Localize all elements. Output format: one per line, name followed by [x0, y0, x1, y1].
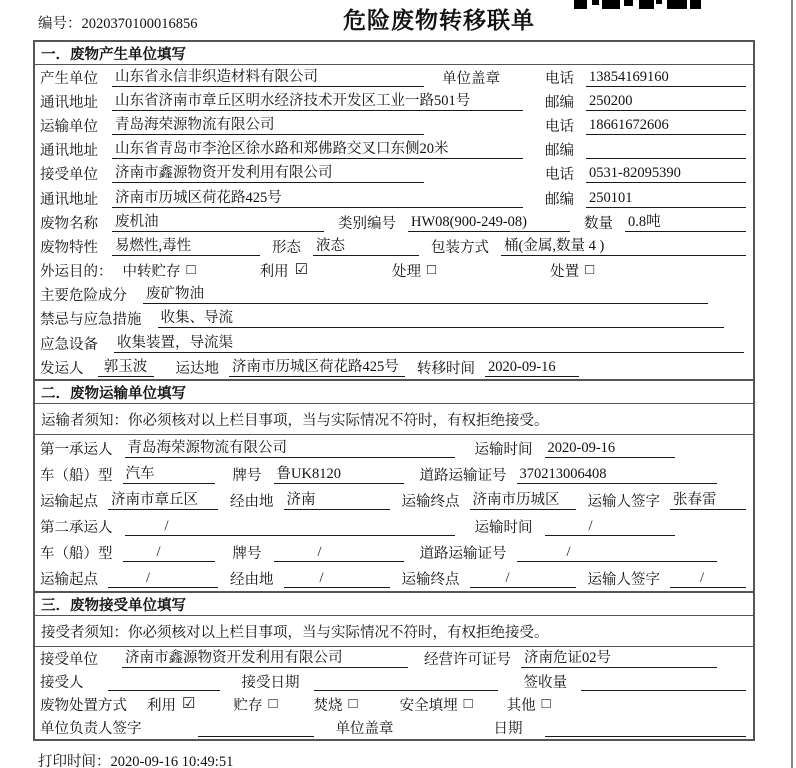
vehicle-type-value: / — [123, 543, 215, 562]
waste-character-label: 废物特性 — [40, 239, 98, 256]
first-carrier-label: 第一承运人 — [40, 441, 113, 458]
row-emergency-equipment — [35, 331, 753, 355]
checkbox-incinerate — [314, 694, 358, 715]
checkbox-label: 利用 — [147, 697, 176, 714]
zip-label: 邮编 — [545, 143, 574, 160]
destination-value: 济南市历城区荷花路425号 — [229, 358, 405, 377]
quantity-value: 0.8吨 — [625, 213, 746, 232]
vehicle-type-label: 车（船）型 — [40, 467, 113, 484]
seal-date-label: 日期 — [493, 720, 523, 737]
carrier-sign-value: 张春雷 — [670, 491, 746, 510]
checkbox-utilize — [260, 260, 308, 281]
origin-label: 运输起点 — [40, 571, 98, 588]
category-code-label: 类别编号 — [338, 215, 396, 232]
endpoint-value: 济南市历城区 — [470, 491, 576, 510]
second-carrier-value: / — [125, 517, 455, 536]
transport-time-value: / — [545, 517, 675, 536]
transport-time-value: 2020-09-16 — [545, 439, 675, 458]
transport-time-label: 运输时间 — [474, 441, 533, 458]
receiving-date-value — [314, 672, 498, 691]
receiver-zip-value: 250101 — [586, 189, 746, 208]
transfer-time-value: 2020-09-16 — [485, 358, 579, 377]
checkbox-icon: □ — [463, 695, 473, 712]
checkbox-label: 中转贮存 — [122, 264, 181, 281]
row-producer-address — [35, 89, 753, 113]
carrier-sign-label: 运输人签字 — [587, 493, 660, 510]
address-label: 通讯地址 — [40, 191, 98, 208]
transport-zip-value — [586, 140, 746, 159]
section3-header: 三．废物接受单位填写 — [35, 593, 753, 616]
transport-phone-value: 18661672606 — [586, 116, 746, 135]
seal-date-value — [545, 718, 747, 737]
vehicle-type-label: 车（船）型 — [40, 545, 113, 562]
shipper-value: 郭玉波 — [98, 358, 154, 377]
quantity-label: 数量 — [584, 215, 613, 232]
road-permit-value: 370213006408 — [517, 465, 717, 484]
transfer-purpose-label: 外运目的： — [40, 264, 113, 281]
via-label: 经由地 — [230, 571, 274, 588]
via-value: / — [284, 569, 390, 588]
receiving-person-value — [108, 672, 220, 691]
notice-label: 运输者须知： — [41, 412, 128, 429]
row-second-carrier — [35, 513, 753, 539]
producer-unit-label: 产生单位 — [40, 70, 98, 87]
receiver-address-value: 济南市历城区荷花路425号 — [112, 189, 523, 208]
plate-number-label: 牌号 — [232, 545, 262, 562]
signed-amount-label: 签收量 — [523, 675, 567, 692]
section-receiver — [35, 591, 753, 738]
form-value: 液态 — [313, 237, 419, 256]
checkbox-icon: □ — [541, 695, 551, 712]
receiver-unit-value: 济南市鑫源物资开发利用有限公司 — [112, 164, 424, 183]
road-permit-value: / — [517, 543, 717, 562]
checkbox-icon: □ — [348, 695, 358, 712]
checkbox-utilize — [147, 694, 195, 715]
shipper-label: 发运人 — [40, 360, 84, 377]
producer-phone-value: 13854169160 — [586, 68, 746, 87]
zip-label: 邮编 — [545, 94, 574, 111]
form-label: 形态 — [272, 239, 301, 256]
unit-seal-label: 单位盖章 — [335, 720, 394, 737]
row-transfer-purpose — [35, 259, 753, 283]
carrier-sign-value: / — [670, 569, 746, 588]
checkbox-landfill — [400, 694, 473, 715]
row-hazard-component — [35, 283, 753, 307]
section2-header: 二．废物运输单位填写 — [35, 381, 753, 404]
checkbox-treat — [392, 260, 436, 281]
receiver-notice — [35, 616, 753, 647]
document-title: 危险废物转移联单 — [343, 7, 535, 33]
zip-label: 邮编 — [545, 191, 574, 208]
manifest-table — [33, 40, 755, 741]
checkbox-other — [507, 694, 551, 715]
checkbox-icon: □ — [186, 262, 196, 279]
transport-unit-value: 青岛海荣源物流有限公司 — [112, 116, 424, 135]
phone-label: 电话 — [545, 167, 574, 184]
road-permit-label: 道路运输证号 — [419, 545, 507, 562]
producer-unit-value: 山东省永信非织造材料有限公司 — [112, 68, 424, 87]
origin-value: 济南市章丘区 — [108, 491, 218, 510]
waste-character-value: 易燃性,毒性 — [112, 237, 260, 256]
receiving-person-label: 接受人 — [40, 675, 84, 692]
phone-label: 电话 — [545, 118, 574, 135]
second-carrier-label: 第二承运人 — [40, 519, 113, 536]
receiver-unit-label: 接受单位 — [40, 167, 98, 184]
phone-label: 电话 — [545, 70, 574, 87]
transporter-notice — [35, 404, 753, 435]
checkbox-label: 处置 — [550, 264, 580, 281]
row-receiver-address — [35, 186, 753, 210]
responsible-sign-label: 单位负责人签字 — [40, 720, 142, 737]
checkbox-label: 处理 — [392, 264, 422, 281]
transport-time-label: 运输时间 — [474, 519, 533, 536]
notice-label: 接受者须知： — [41, 624, 128, 641]
checkbox-transit-storage — [123, 260, 196, 281]
waste-name-label: 废物名称 — [40, 215, 98, 232]
print-time-label: 打印时间： — [38, 754, 111, 768]
checkbox-label: 安全填埋 — [399, 697, 458, 714]
origin-label: 运输起点 — [40, 493, 98, 510]
license-number-value: 济南危证02号 — [521, 649, 717, 668]
license-number-label: 经营许可证号 — [424, 652, 511, 669]
print-time-value: 2020-09-16 10:49:51 — [110, 754, 234, 768]
packing-label: 包装方式 — [431, 239, 489, 256]
section1-header: 一．废物产生单位填写 — [35, 42, 753, 65]
receiving-date-label: 接受日期 — [241, 675, 300, 692]
checkbox-checked-icon: ☑ — [294, 262, 309, 279]
checkbox-icon: □ — [585, 262, 595, 279]
vehicle-type-value: 汽车 — [123, 465, 215, 484]
checkbox-label: 焚烧 — [313, 697, 343, 714]
row-route-2 — [35, 565, 753, 591]
section-transporter — [35, 379, 753, 591]
address-label: 通讯地址 — [40, 143, 98, 160]
signed-amount-value — [581, 672, 746, 691]
receiving-unit-value: 济南市鑫源物资开发利用有限公司 — [122, 649, 408, 668]
row-transport-address — [35, 138, 753, 162]
row-transport-unit — [35, 113, 753, 137]
transport-unit-label: 运输单位 — [40, 118, 98, 135]
checkbox-store — [233, 694, 277, 715]
endpoint-label: 运输终点 — [401, 571, 460, 588]
unit-seal-label: 单位盖章 — [442, 70, 500, 87]
origin-value: / — [108, 569, 218, 588]
receiving-unit-label: 接受单位 — [40, 652, 98, 669]
notice-text: 你必须核对以上栏目事项，当与实际情况不符时，有权拒绝接受。 — [128, 624, 549, 641]
notice-text: 你必须核对以上栏目事项，当与实际情况不符时，有权拒绝接受。 — [128, 412, 549, 429]
taboo-measures-value: 收集、导流 — [158, 309, 725, 328]
serial-label: 编号： — [38, 16, 82, 32]
road-permit-label: 道路运输证号 — [419, 467, 507, 484]
taboo-measures-label: 禁忌与应急措施 — [40, 312, 142, 329]
hazard-component-value: 废矿物油 — [143, 285, 708, 304]
category-code-value: HW08(900-249-08) — [408, 213, 570, 232]
plate-number-label: 牌号 — [232, 467, 262, 484]
row-receiving-unit — [35, 647, 753, 670]
row-shipper — [35, 355, 753, 379]
row-vehicle-1 — [35, 461, 753, 487]
hazard-component-label: 主要危险成分 — [40, 288, 127, 305]
checkbox-dispose — [550, 260, 594, 281]
emergency-equipment-label: 应急设备 — [40, 336, 98, 353]
emergency-equipment-value: 收集装置，导流渠 — [114, 334, 744, 353]
row-first-carrier — [35, 435, 753, 461]
row-waste-character — [35, 234, 753, 258]
page-edge-line — [791, 0, 793, 768]
via-value: 济南 — [284, 491, 390, 510]
transfer-time-label: 转移时间 — [417, 360, 475, 377]
producer-address-value: 山东省济南市章丘区明水经济技术开发区工业一路501号 — [112, 92, 523, 111]
endpoint-value: / — [470, 569, 576, 588]
row-route-1 — [35, 487, 753, 513]
section-producer — [35, 42, 753, 379]
checkbox-label: 利用 — [259, 264, 289, 281]
via-label: 经由地 — [230, 493, 274, 510]
row-waste-name — [35, 210, 753, 234]
print-time-line — [38, 750, 233, 768]
row-taboo-measures — [35, 307, 753, 331]
checkbox-label: 贮存 — [233, 697, 263, 714]
first-carrier-value: 青岛海荣源物流有限公司 — [125, 439, 455, 458]
row-disposal-method — [35, 693, 753, 716]
serial-value: 2020370100016856 — [81, 16, 198, 32]
row-receiver-unit — [35, 162, 753, 186]
checkbox-icon: □ — [268, 695, 278, 712]
checkbox-icon: □ — [427, 262, 437, 279]
checkbox-label: 其他 — [506, 697, 536, 714]
row-producer-unit — [35, 65, 753, 89]
producer-zip-value: 250200 — [586, 92, 746, 111]
transport-address-value: 山东省青岛市李沧区徐水路和郑佛路交叉口东侧20米 — [112, 140, 523, 159]
responsible-sign-value — [198, 718, 314, 737]
destination-label: 运达地 — [175, 360, 219, 377]
plate-number-value: / — [274, 543, 404, 562]
row-vehicle-2 — [35, 539, 753, 565]
endpoint-label: 运输终点 — [401, 493, 460, 510]
receiver-phone-value: 0531-82095390 — [586, 164, 746, 183]
disposal-method-label: 废物处置方式 — [40, 697, 127, 714]
row-receiving-person — [35, 670, 753, 693]
waste-name-value: 废机油 — [112, 213, 324, 232]
packing-value: 桶(金属,数量 4 ) — [501, 237, 746, 256]
address-label: 通讯地址 — [40, 94, 98, 111]
plate-number-value: 鲁UK8120 — [274, 465, 404, 484]
checkbox-checked-icon: ☑ — [182, 695, 196, 712]
carrier-sign-label: 运输人签字 — [587, 571, 660, 588]
row-responsible-sign — [35, 716, 753, 739]
